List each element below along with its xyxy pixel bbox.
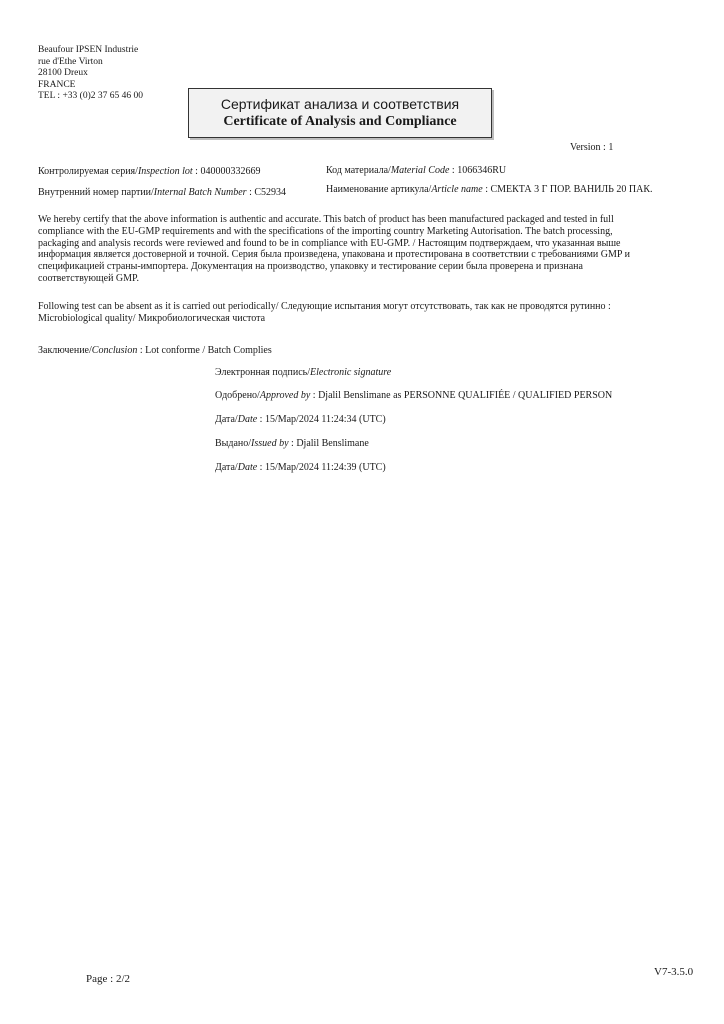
approval-date-value: 15/Мар/2024 11:24:34 (UTC) [264, 414, 386, 425]
electronic-signature-ru: Электронная подпись/ [215, 367, 310, 378]
article-name-label-en: Article name [431, 184, 483, 195]
certification-line: compliance with the EU-GMP requirements and with the specifications of the importing country Marketing Autorisation. The batch processing, [38, 225, 613, 237]
title-russian: Сертификат анализа и соответствия [220, 96, 460, 112]
issued-by-field: Выдано/Issued by : Djalil Benslimane [215, 438, 369, 449]
internal-batch-label-ru: Внутренний номер партии/ [38, 187, 154, 198]
issued-value: Djalil Benslimane [296, 438, 369, 449]
electronic-signature-en: Electronic signature [310, 367, 392, 378]
approved-label-ru: Одобрено/ [215, 390, 260, 401]
material-code-label-en: Material Code [390, 165, 450, 176]
internal-batch-field: Внутренний номер партии/Internal Batch Number : C52934 [38, 187, 287, 198]
date2-label-en: Date [237, 462, 258, 473]
inspection-lot-label-en: Inspection lot [137, 166, 193, 177]
title-english: Certificate of Analysis and Compliance [223, 114, 457, 129]
article-name-field: Наименование артикула/Article name : СМЕКТА 3 Г ПОР. ВАНИЛЬ 20 ПАК. [326, 184, 653, 195]
certification-line: соответствующей GMP. [38, 272, 139, 284]
approved-by-field: Одобрено/Approved by : Djalil Benslimane as PERSONNE QUALIFIÉE / QUALIFIED PERSON [215, 390, 613, 401]
approval-date-field: Дата/Date : 15/Мар/2024 11:24:34 (UTC) [215, 414, 386, 425]
certification-line: информация является достоверной и точной. Серия была произведена, упакована и протестирована в соответствии с требованиями GMP и [38, 249, 630, 261]
material-code-field: Код материала/Material Code : 1066346RU [326, 165, 507, 176]
sender-city: 28100 Dreux [38, 68, 88, 78]
sender-country: FRANCE [38, 79, 76, 90]
issue-date-field: Дата/Date : 15/Мар/2024 11:24:39 (UTC) [215, 462, 386, 473]
date1-label-ru: Дата/ [215, 414, 238, 425]
certification-line: We hereby certify that the above information is authentic and accurate. This batch of product has been manufactured packaged and tested in full [38, 214, 614, 225]
sender-phone: TEL : +33 (0)2 37 65 46 00 [38, 91, 144, 101]
article-name-label-ru: Наименование артикула/ [326, 184, 432, 195]
electronic-signature-heading [215, 367, 391, 378]
conclusion-field: Заключение/Conclusion : Lot conforme / Batch Complies [38, 345, 272, 356]
sender-address [38, 45, 143, 103]
issued-label-en: Issued by [251, 438, 289, 449]
conclusion-label-ru: Заключение/ [38, 345, 92, 356]
certification-paragraph [38, 214, 678, 285]
conclusion-label-en: Conclusion [91, 345, 138, 356]
internal-batch-value: C52934 [254, 187, 287, 198]
material-code-value: 1066346RU [457, 165, 507, 176]
date2-label-ru: Дата/ [215, 462, 238, 473]
sender-street: rue d'Ethe Virton [38, 56, 103, 67]
sender-company: Beaufour IPSEN Industrie [38, 45, 139, 55]
certificate-title-box [188, 88, 492, 138]
issued-label-ru: Выдано/ [215, 438, 252, 449]
internal-batch-label-en: Internal Batch Number [153, 187, 247, 198]
certification-line: packaging and analysis records were reviewed and found to be in compliance with EU-GMP. / Настоящим подтверждаем, что указанная выше [38, 237, 621, 249]
document-version: V7-3.5.0 [654, 966, 694, 978]
approved-value: Djalil Benslimane as PERSONNE QUALIFIÉE / QUALIFIED PERSON [318, 390, 613, 401]
material-code-label-ru: Код материала/ [326, 165, 391, 176]
conclusion-value: Lot conforme / Batch Complies [145, 345, 272, 356]
periodic-tests-paragraph [38, 301, 678, 325]
certification-line: спецификацией страны-импортера. Документация на производство, упаковку и тестирование серии была проверена и признана [38, 261, 583, 273]
article-name-value: СМЕКТА 3 Г ПОР. ВАНИЛЬ 20 ПАК. [490, 184, 653, 195]
periodic-line: Following test can be absent as it is carried out periodically/ Следующие испытания могут отсутствовать, так как не проводятся рутинно : [38, 301, 611, 312]
page-number: Page : 2/2 [86, 973, 130, 985]
inspection-lot-value: 040000332669 [200, 166, 261, 177]
inspection-lot-label-ru: Контролируемая серия/ [38, 166, 138, 177]
date1-label-en: Date [237, 414, 258, 425]
approved-label-en: Approved by [259, 390, 311, 401]
periodic-line: Microbiological quality/ Микробиологическая чистота [38, 312, 266, 324]
issue-date-value: 15/Мар/2024 11:24:39 (UTC) [264, 462, 386, 473]
inspection-lot-field: Контролируемая серия/Inspection lot : 040000332669 [38, 166, 261, 177]
version-label: Version : 1 [570, 142, 614, 153]
